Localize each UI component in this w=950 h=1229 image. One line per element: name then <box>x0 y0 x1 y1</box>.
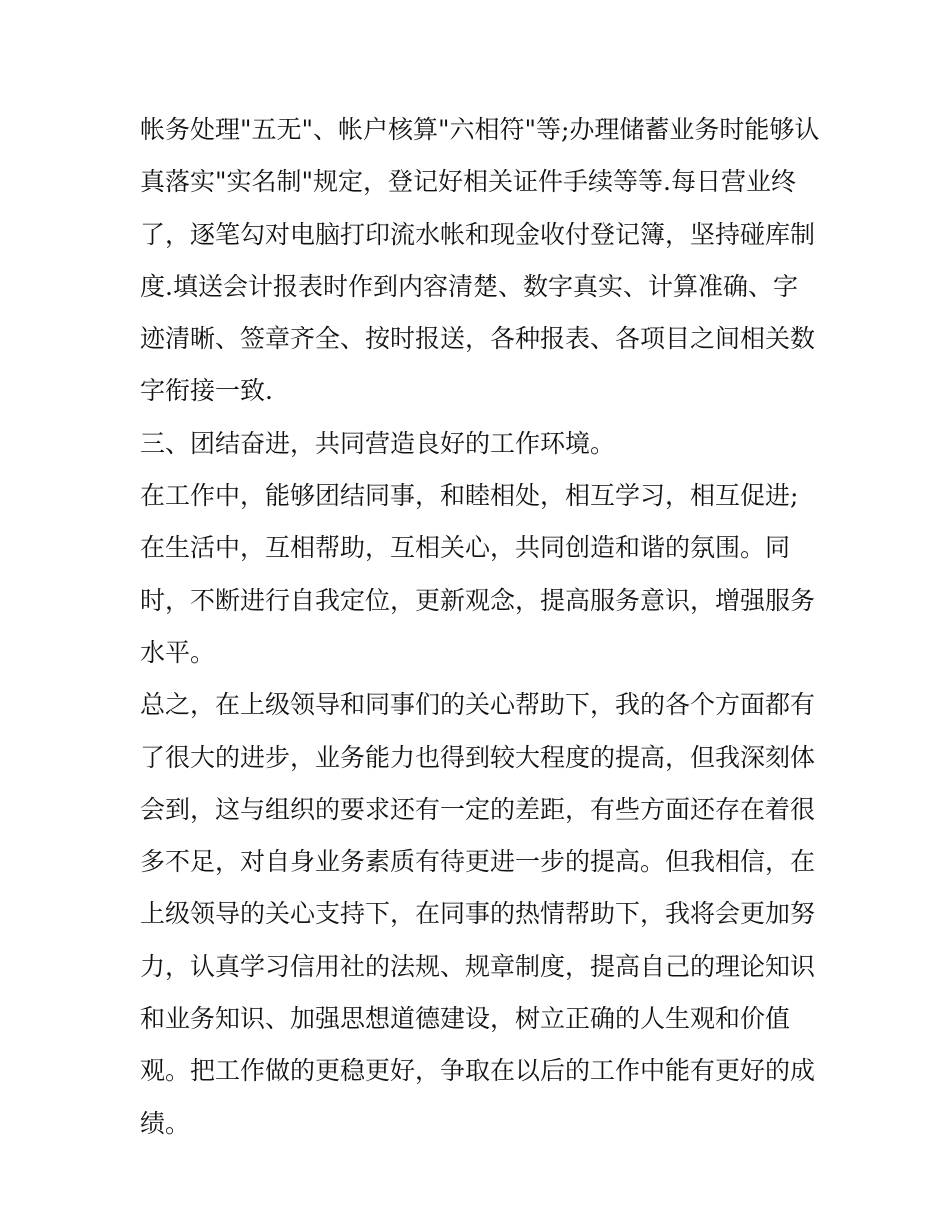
text-line: 会到，这与组织的要求还有一定的差距，有些方面还存在着很 <box>140 794 816 824</box>
text-line: 绩。 <box>140 1108 191 1138</box>
text-line: 总之，在上级领导和同事们的关心帮助下，我的各个方面都有 <box>140 690 816 720</box>
text-line: 时，不断进行自我定位，更新观念，提高服务意识，增强服务 <box>140 585 816 615</box>
text-line: 在生活中，互相帮助，互相关心，共同创造和谐的氛围。同 <box>140 533 791 563</box>
text-line: 力，认真学习信用社的法规、规章制度，提高自己的理论知识 <box>140 951 816 981</box>
text-line: 在工作中，能够团结同事，和睦相处，相互学习，相互促进; <box>140 481 799 511</box>
text-line: 水平。 <box>140 637 216 667</box>
text-line: 字衔接一致. <box>140 376 273 406</box>
text-line: 迹清晰、签章齐全、按时报送，各种报表、各项目之间相关数 <box>140 324 816 354</box>
text-line: 上级领导的关心支持下，在同事的热情帮助下，我将会更加努 <box>140 899 816 929</box>
text-line: 真落实"实名制"规定，登记好相关证件手续等等.每日营业终 <box>140 167 796 197</box>
text-line: 帐务处理"五无"、帐户核算"六相符"等;办理储蓄业务时能够认 <box>140 115 820 144</box>
text-line: 了，逐笔勾对电脑打印流水帐和现金收付登记簿，坚持碰库制 <box>140 219 816 249</box>
section-heading: 三、团结奋进，共同营造良好的工作环境。 <box>140 428 616 458</box>
text-line: 度.填送会计报表时作到内容清楚、数字真实、计算准确、字 <box>140 271 798 301</box>
text-line: 了很大的进步，业务能力也得到较大程度的提高，但我深刻体 <box>140 742 816 772</box>
text-line: 多不足，对自身业务素质有待更进一步的提高。但我相信，在 <box>140 847 816 877</box>
body-text <box>140 104 830 1150</box>
text-line: 观。把工作做的更稳更好，争取在以后的工作中能有更好的成 <box>140 1056 816 1086</box>
text-line: 和业务知识、加强思想道德建设，树立正确的人生观和价值 <box>140 1004 791 1034</box>
